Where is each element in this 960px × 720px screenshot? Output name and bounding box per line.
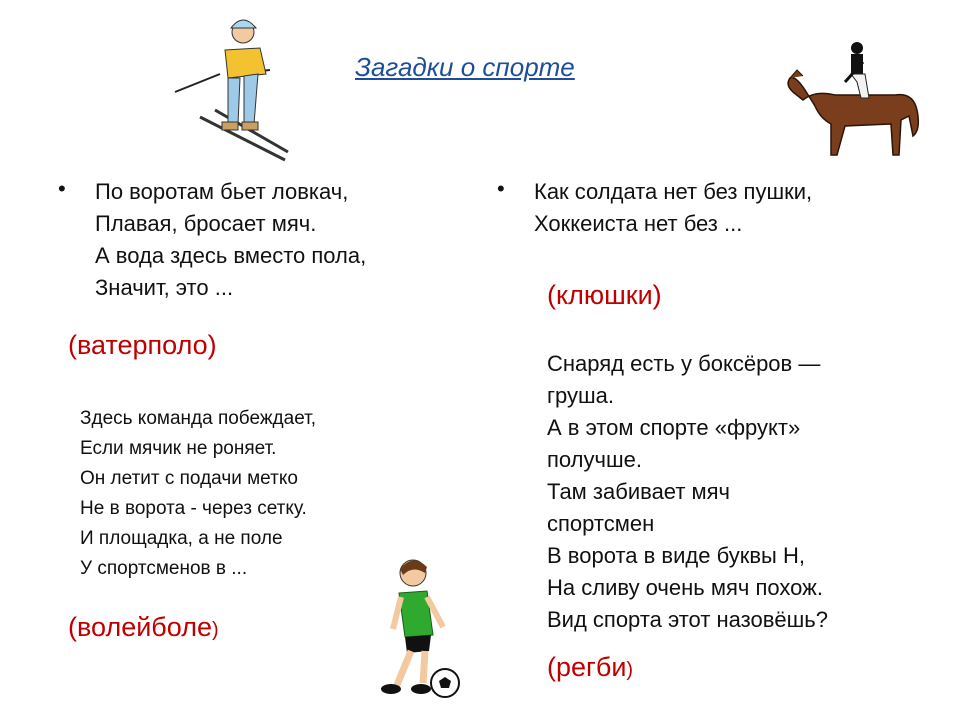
riddle-4-answer — [547, 652, 633, 683]
riddle-4-line: Вид спорта этот назовёшь? — [547, 607, 828, 632]
riddle-2-line: И площадка, а не поле — [80, 528, 283, 549]
riddle-1-line: Плавая, бросает мяч. — [95, 211, 317, 236]
riddle-2-line: Он летит с подачи метко — [80, 468, 298, 489]
riddle-2-text — [80, 404, 316, 584]
riddle-4-line: В ворота в виде буквы Н, — [547, 543, 805, 568]
riddle-4-line: На сливу очень мяч похож. — [547, 575, 823, 600]
riddle-2-answer-text: (волейболе — [68, 612, 212, 642]
riddle-1-line: Значит, это ... — [95, 275, 234, 300]
riddle-3-text — [534, 176, 812, 240]
riddle-4-answer-close: ) — [626, 659, 634, 681]
riddle-4-line: Снаряд есть у боксёров — — [547, 351, 821, 376]
riddle-1-line: По воротам бьет ловкач, — [95, 179, 349, 204]
riddle-4-answer-text: (регби — [547, 652, 627, 682]
riddle-1-line: А вода здесь вместо пола, — [95, 243, 367, 268]
riddle-4-line: спортсмен — [547, 511, 655, 536]
riddle-2-line: У спортсменов в ... — [80, 558, 248, 579]
riddle-1-bullet: • — [58, 176, 66, 201]
riddle-1-answer: (ватерполо) — [68, 330, 217, 360]
riddle-4-line: А в этом спорте «фрукт» — [547, 415, 801, 440]
riddle-2-line: Если мячик не роняет. — [80, 438, 277, 459]
riddle-2-answer — [68, 612, 219, 643]
horse-rider-icon — [785, 40, 925, 160]
riddle-1-text — [95, 176, 366, 304]
skier-icon — [170, 12, 295, 164]
riddle-2-line: Не в ворота - через сетку. — [80, 498, 307, 519]
riddle-2-line: Здесь команда побеждает, — [80, 408, 317, 429]
riddle-4-line: получше. — [547, 447, 642, 472]
riddle-4-line: груша. — [547, 383, 615, 408]
riddle-3-bullet: • — [497, 176, 505, 201]
riddle-2-answer-close: ) — [211, 619, 219, 641]
riddle-3-line: Хоккеиста нет без ... — [534, 211, 743, 236]
riddle-3-answer: (клюшки) — [547, 280, 662, 310]
riddle-4-text — [547, 348, 828, 636]
riddle-3-line: Как солдата нет без пушки, — [534, 179, 813, 204]
soccer-player-icon — [365, 555, 470, 700]
riddle-4-line: Там забивает мяч — [547, 479, 731, 504]
page-title: Загадки о спорте — [355, 52, 575, 82]
